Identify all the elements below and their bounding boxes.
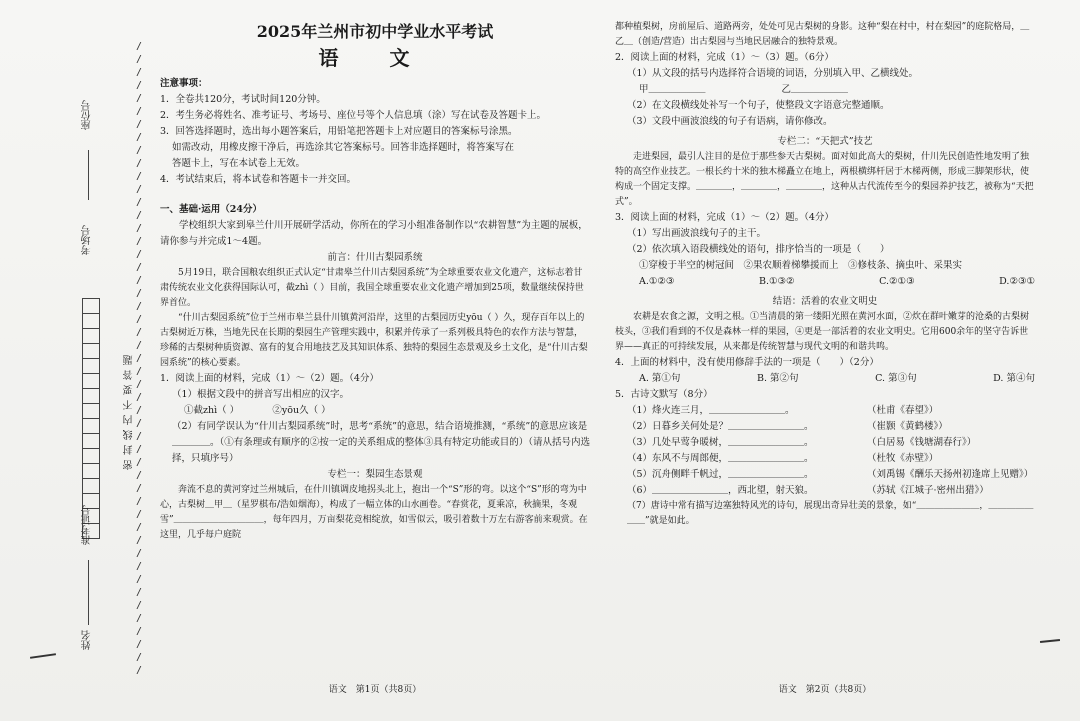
name-label: 姓名 [82, 630, 93, 650]
poem-row [627, 435, 1035, 451]
notice-item: 4．考试结束后，将本试卷和答题卡一并交回。 [160, 174, 357, 185]
column-2-paragraph: 走进梨园，最引人注目的是位于那些参天古梨树。面对如此高大的梨树，什川先民创造性地发明了独特的高空作业技艺。一根长约十米的独木梯矗立在地上，两根横绑杆居于木梯两侧，形成三脚架形状，使构成一个固定支撑。＿＿＿＿，＿＿＿＿，＿＿＿＿，这种从古代流传至今的梨园养护技艺，被称为“天把式”。 [615, 152, 1034, 207]
poem-row [627, 403, 1035, 419]
poem-source: （崔颢《黄鹤楼》） [867, 421, 948, 432]
option-b: B.①③② [758, 276, 795, 287]
poem-row [627, 419, 1035, 435]
notice-item: 如需改动，用橡皮擦干净后，再选涂其它答案标号。回答非选择题时，将答案写在 [172, 142, 515, 153]
question-3-1: （1）写出画波浪线句子的主干。 [627, 228, 767, 239]
notice-item: 答题卡上，写在本试卷上无效。 [172, 158, 306, 169]
conclusion-title: 结语：活着的农业文明史 [772, 296, 878, 307]
poem-source: （杜甫《春望》） [867, 405, 939, 416]
question-1: 1．阅读上面的材料，完成（1）～（2）题。（4分） [160, 373, 379, 384]
ticket-line [88, 560, 89, 590]
poem-line: （2）日暮乡关何处是？＿＿＿＿＿＿＿＿。 [627, 421, 814, 432]
notice-item: 3．回答选择题时，选出每小题答案后，用铅笔把答题卡上对应题目的答案标号涂黑。 [160, 126, 518, 137]
poem-row [627, 467, 1035, 483]
seat-line [88, 150, 89, 200]
poem-row [627, 451, 1035, 467]
notice-item: 1．全卷共120分，考试时间120分钟。 [160, 94, 326, 105]
poem-line: （1）烽火连三月，＿＿＿＿＿＿＿＿。 [627, 405, 795, 416]
question-1-2: （2）有同学误认为“什川古梨园系统”时，思考“系统”的意思，结合语境推测，“系统”的意思应该是＿＿＿＿。（①有条理或有顺序的②按一定的关系组成的整体③具有特定功能或目的）（请从括号内选择，只填序号） [172, 421, 591, 464]
column-1-title: 专栏一：梨园生态景观 [327, 469, 423, 480]
poem-line: （6）＿＿＿＿＿＿＿＿，西北望，射天狼。 [627, 485, 814, 496]
ticket-label: 准考证号 [82, 505, 93, 545]
preface-paragraph: 5月19日，联合国粮农组织正式认定“甘肃皋兰什川古梨园系统”为全球重要农业文化遗产，这标志着甘肃传统农业文化获得国际认可，截zhì（ ）目前，我国全球重要农业文化遗产增加到25项，数量继续保持世界首位。 [160, 268, 584, 308]
preface-title: 前言：什川古梨园系统 [327, 252, 423, 263]
question-1-1: （1）根据文段中的拼音写出相应的汉字。 [172, 389, 350, 400]
edge-mark [1040, 639, 1060, 643]
notice-item: 2．考生务必将姓名、准考证号、考场号、座位号等个人信息填（涂）写在试卷及答题卡上。 [160, 110, 547, 121]
option-d: D. 第④句 [993, 373, 1035, 384]
poem-line: （3）几处早莺争暖树，＿＿＿＿＿＿＿＿。 [627, 437, 814, 448]
question-4-options [639, 371, 1035, 387]
question-3-items: ①穿梭于半空的树冠间 ②果农顺着梯攀援而上 ③修枝条、摘虫叶、采果实 [639, 260, 963, 271]
seat-label: 座位号 [82, 100, 93, 130]
ticket-boxes [82, 298, 100, 538]
subject-title: 语 文 [318, 46, 432, 70]
poem-line: （4）东风不与周郎便，＿＿＿＿＿＿＿＿。 [627, 453, 814, 464]
page-1 [160, 20, 590, 710]
column-1-paragraph: 奔流不息的黄河穿过兰州城后，在什川镇调皮地拐头北上，抱出一个“S”形的弯。以这个“S”形的弯为中心，古梨树＿甲＿（星罗棋布/浩如烟海），构成了一幅立体的山水画卷。“春赏花，夏乘凉，秋摘果，冬观雪”＿＿＿＿＿＿＿＿＿＿，每年四月，万亩梨花竞相绽放，如雪似云，吸引着数十万左右游客前来观赏。在这里，几乎每户庭院 [160, 485, 588, 540]
option-b: B. 第②句 [756, 373, 799, 384]
poem-source: （白居易《钱塘湖春行》） [867, 437, 977, 448]
room-label: 考场号 [82, 225, 93, 255]
seal-note: 密封线内不要答题 [124, 350, 135, 470]
name-line [88, 590, 89, 625]
conclusion-paragraph: 农耕是农食之源，文明之根。①当清晨的第一缕阳光照在黄河水面，②炊在群叶嫩芽的沧桑的古梨树枝头，③我们看到的不仅是森林一样的果园，④更是一部活着的农业文明史。它用600余年的坚守告诉世界——真正的可持续发展，从来都是传统智慧与现代文明的和谐共鸣。 [615, 312, 1030, 352]
page-1-footer: 语文 第1页（共8页） [328, 685, 422, 695]
intro-text: 学校组织大家到皋兰什川开展研学活动，你所在的学习小组准备制作以“农耕智慧”为主题的展板，请你参与并完成1～4题。 [160, 220, 588, 247]
question-1-1-options: ①截zhì（ ） ②yōu久（ ） [184, 405, 331, 416]
poem-source: （苏轼《江城子·密州出猎》） [867, 485, 989, 496]
question-3-options [639, 274, 1035, 290]
option-a: A.①②③ [639, 276, 675, 287]
question-2-1-blanks: 甲＿＿＿＿＿＿ 乙＿＿＿＿＿＿ [639, 84, 849, 95]
question-5-7: （7）唐诗中常有描写边塞独特风光的诗句，展现出奇异壮美的景象，如“＿＿＿＿＿＿＿，＿＿＿＿＿＿＿”就是如此。 [627, 501, 1034, 526]
question-2: 2．阅读上面的材料，完成（1）～（3）题。（6分） [615, 52, 834, 63]
question-3: 3．阅读上面的材料，完成（1）～（2）题。（4分） [615, 212, 834, 223]
section-heading: 一、基础·运用（24分） [160, 204, 263, 215]
option-c: C. 第③句 [875, 373, 917, 384]
question-2-3: （3）文段中画波浪线的句子有语病，请你修改。 [627, 116, 833, 127]
poem-row [627, 483, 1035, 499]
question-5: 5．古诗文默写（8分） [615, 389, 713, 400]
option-a: A. 第①句 [639, 373, 681, 384]
notice-title: 注意事项： [160, 78, 208, 89]
seal-slashes: / / / / / / / / / / / / / / / / / / / / / / / / / / / / / / / / / / / / / / / / / / / / / / / / / [136, 41, 143, 676]
question-3-2: （2）依次填入语段横线处的语句，排序恰当的一项是（ ） [627, 244, 890, 255]
preface-paragraph: “什川古梨园系统”位于兰州市皋兰县什川镇黄河沿岸，这里的古梨园历史yōu（ ）久，现存百年以上的古梨树近万株，当地先民在长期的梨园生产管理实践中，积累并传承了一系列极具特色的农作方法与智慧，珍稀的古梨树种质资源、富有的复合用地技艺及其知识体系、独特的梨园生态景观及乡土文化，是“什川古梨园系统”的核心要素。 [160, 313, 588, 368]
page-2 [615, 20, 1035, 710]
poem-source: （杜牧《赤壁》） [867, 453, 939, 464]
option-d: D.②③① [999, 276, 1035, 287]
column-2-title: 专栏二：“天把式”技艺 [777, 136, 873, 147]
page-2-footer: 语文 第2页（共8页） [778, 685, 872, 695]
poem-line: （5）沉舟侧畔千帆过，＿＿＿＿＿＿＿＿。 [627, 469, 814, 480]
continued-paragraph: 都种植梨树，房前屋后、道路两旁，处处可见古梨树的身影。这种“梨在村中，村在梨园”的庭院格局，＿乙＿（创造/营造）出古梨园与当地民居融合的独特景观。 [615, 22, 1030, 47]
question-2-1: （1）从文段的括号内选择符合语境的词语，分别填入甲、乙横线处。 [627, 68, 919, 79]
poem-source: （刘禹锡《酬乐天扬州初逢席上见赠》） [867, 469, 1034, 480]
exam-title: 2025年兰州市初中学业水平考试 [256, 22, 494, 41]
question-4: 4．上面的材料中，没有使用修辞手法的一项是（ ）（2分） [615, 357, 879, 368]
option-c: C.②①③ [879, 276, 915, 287]
question-2-2: （2）在文段横线处补写一个句子，使整段文字语意完整通顺。 [627, 100, 890, 111]
binding-strip [18, 40, 148, 680]
